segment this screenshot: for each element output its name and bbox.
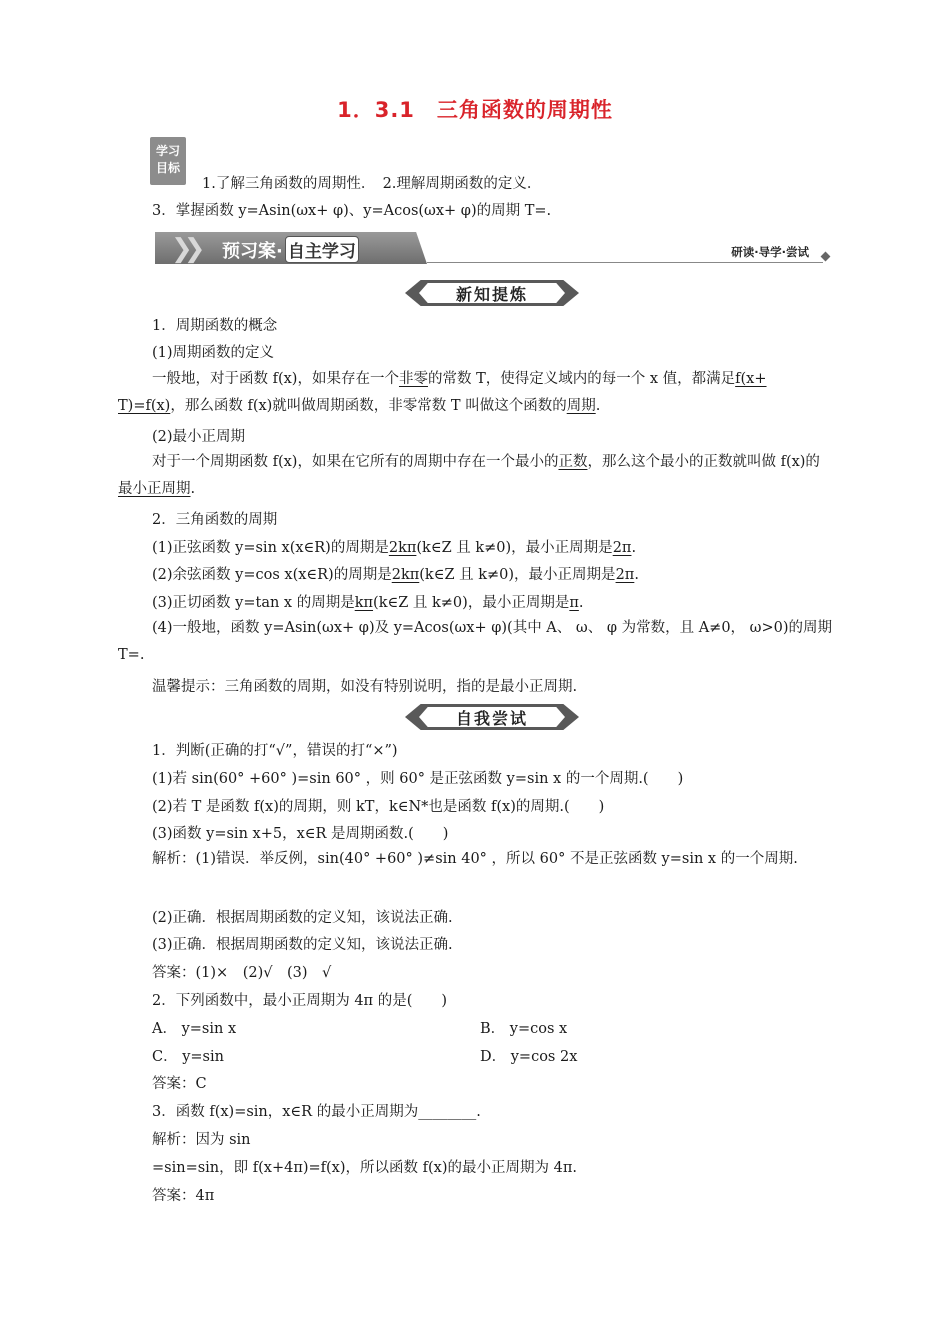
tag-self-test [405, 704, 579, 730]
banner-label [222, 236, 359, 263]
sine-period-line [152, 536, 636, 557]
s2-text-c: . [634, 567, 639, 583]
tag-new-knowledge [405, 280, 579, 306]
s2-underline-1: 2kπ [391, 567, 420, 583]
banner-right-text: 研读·导学·尝试 [731, 245, 809, 259]
p2-text-c: . [190, 481, 196, 497]
tangent-period-line [152, 591, 583, 612]
heading-1: 1．周期函数的概念 [152, 318, 278, 334]
heading-2: 2．三角函数的周期 [152, 512, 278, 528]
heading-1-2: (2)最小正周期 [152, 429, 246, 445]
heading-1-1: (1)周期函数的定义 [152, 345, 275, 361]
tip-line: 温馨提示：三角函数的周期，如没有特别说明，指的是最小正周期. [152, 679, 578, 695]
banner-rule [427, 262, 823, 263]
question-2-answer: 答案：C [152, 1076, 207, 1092]
p1-underline-3: 周期 [566, 398, 596, 414]
question-3-answer: 答案：4π [152, 1188, 215, 1204]
p2-underline-1: 正数 [558, 454, 588, 470]
question-1-1: (1)若 sin(60° +60° )=sin 60° ，则 60° 是正弦函数 y=sin x 的一个周期.( ) [152, 771, 684, 787]
cosine-period-line [152, 563, 639, 584]
p1-text-b: 的常数 T，使得定义域内的每一个 x 值，都满足 [427, 371, 736, 387]
goals-line1: 1.了解三角函数的周期性． 2.理解周期函数的定义． [202, 176, 542, 192]
chevron-right-icon: ❯❯ [171, 234, 197, 264]
question-1-solution-3: (3)正确．根据周期函数的定义知，该说法正确. [152, 937, 453, 953]
s2-text-a: (2)余弦函数 y=cos x(x∈R)的周期是 [152, 567, 392, 583]
s3-text-c: . [578, 595, 584, 611]
s1-underline-2: 2π [612, 540, 632, 556]
p2-underline-2: 最小正周期 [118, 481, 191, 497]
question-1-2: (2)若 T 是函数 f(x)的周期，则 kT，k∈N*也是函数 f(x)的周期.( ) [152, 799, 605, 815]
goals-line2: 3．掌握函数 y=Asin(ωx+ φ)、y=Acos(ωx+ φ)的周期 T=. [152, 203, 552, 219]
question-3-solution: 解析：因为 sin [152, 1132, 251, 1148]
s3-underline-2: π [569, 595, 579, 611]
question-3: 3．函数 f(x)=sin，x∈R 的最小正周期为________. [152, 1104, 481, 1120]
learning-goals-badge [150, 137, 186, 185]
s1-text-c: . [631, 540, 637, 556]
s1-text-b: (k∈Z 且 k≠0)，最小正周期是 [416, 540, 613, 556]
banner-label-box: 自主学习 [285, 236, 359, 263]
page-title: 1．3.1 三角函数的周期性 [337, 98, 613, 122]
badge-line2: 目标 [155, 161, 180, 175]
tag-label: 新知提炼 [455, 285, 528, 304]
p1-text-a: 一般地，对于函数 f(x)，如果存在一个 [152, 371, 399, 387]
general-period-paragraph: (4)一般地，函数 y=Asin(ωx+ φ)及 y=Acos(ωx+ φ)(其中 A、 ω、 φ 为常数，且 A≠0， ω>0)的周期 T=. [118, 620, 833, 663]
p1-text-c: ，那么函数 f(x)就叫做周期函数，非零常数 T 叫做这个函数的 [170, 398, 567, 414]
s1-underline-1: 2kπ [388, 540, 417, 556]
question-1-solution-2: (2)正确．根据周期函数的定义知，该说法正确. [152, 910, 453, 926]
p2-text-a: 对于一个周期函数 f(x)，如果在它所有的周期中存在一个最小的 [152, 454, 559, 470]
option-d: D． y=cos 2x [480, 1049, 578, 1065]
s2-underline-2: 2π [615, 567, 635, 583]
question-3-solution-2: =sin=sin，即 f(x+4π)=f(x)，所以函数 f(x)的最小正周期为 4π. [152, 1160, 577, 1176]
question-2: 2．下列函数中，最小正周期为 4π 的是( ) [152, 993, 448, 1009]
question-1: 1．判断(正确的打“√”，错误的打“×”) [152, 743, 398, 759]
section-banner [155, 232, 829, 266]
option-c: C． y=sin [152, 1049, 224, 1065]
question-1-answer: 答案：(1)× (2)√ (3) √ [152, 965, 332, 981]
diamond-icon [821, 252, 831, 262]
p1-underline-1: 非零 [398, 371, 428, 387]
s1-text-a: (1)正弦函数 y=sin x(x∈R)的周期是 [152, 540, 389, 556]
p2-text-b: ，那么这个最小的正数就叫做 f(x)的 [587, 454, 820, 470]
tag-label: 自我尝试 [455, 709, 528, 728]
badge-line1: 学习 [155, 144, 180, 158]
question-1-3: (3)函数 y=sin x+5，x∈R 是周期函数.( ) [152, 826, 449, 842]
p1-text-d: . [595, 398, 601, 414]
paragraph-definition [118, 366, 834, 420]
option-a: A． y=sin x [152, 1021, 237, 1037]
s2-text-b: (k∈Z 且 k≠0)，最小正周期是 [419, 567, 616, 583]
paragraph-min-period [118, 449, 834, 503]
option-b: B． y=cos x [480, 1021, 568, 1037]
s3-text-b: (k∈Z 且 k≠0)，最小正周期是 [373, 595, 570, 611]
s3-text-a: (3)正切函数 y=tan x 的周期是 [152, 595, 355, 611]
s3-underline-1: kπ [354, 595, 374, 611]
question-1-solution: 解析：(1)错误．举反例，sin(40° +60° )≠sin 40° ，所以 60° 不是正弦函数 y=sin x 的一个周期. [152, 851, 798, 867]
p1-underline-2: f(x+ T)=f(x) [118, 371, 767, 414]
banner-label-text: 预习案· [222, 241, 283, 262]
